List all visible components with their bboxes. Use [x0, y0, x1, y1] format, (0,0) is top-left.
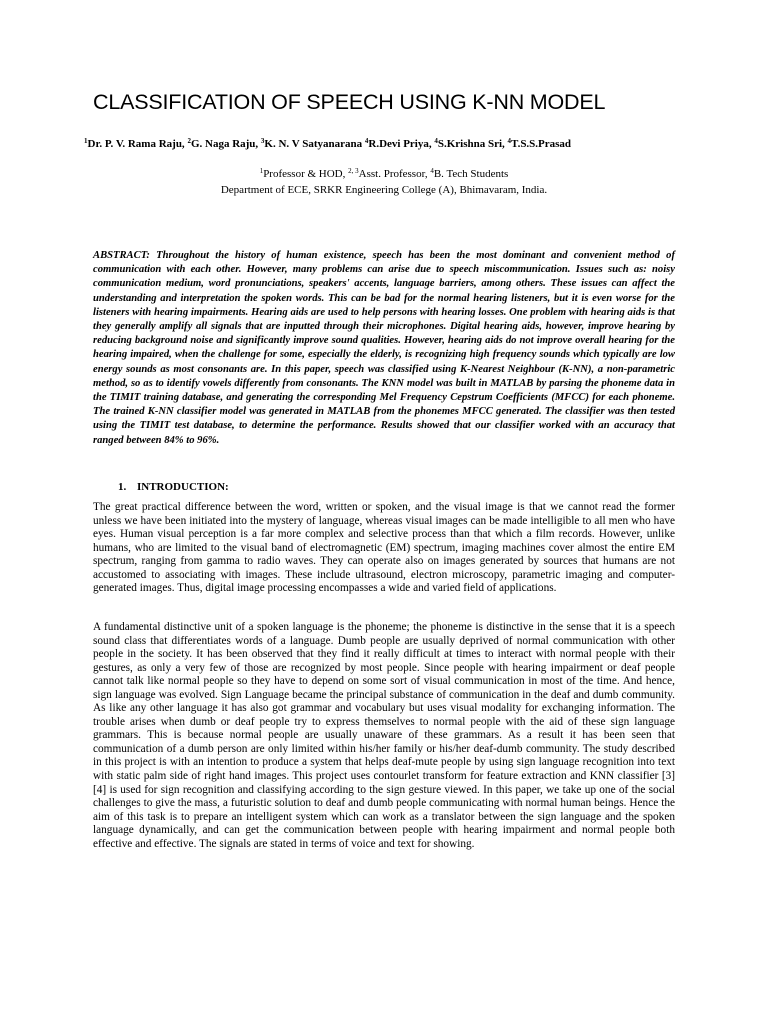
- author-name: S.Krishna Sri,: [437, 138, 508, 150]
- author: [508, 138, 572, 150]
- author-affiliation-marker: 2: [187, 137, 191, 145]
- author-affiliation-marker: 4: [434, 137, 438, 145]
- body-paragraph: A fundamental distinctive unit of a spoken language is the phoneme; the phoneme is distinctive in the sense that it is a speech sound class that differentiates words of a language. Dumb people are usually deprived of normal communication with other people in the society. It has been observed that they find it really difficult at times to interact with normal people with their gestures, as only a very few of those are recognized by most people. Since people with hearing impairment or deaf people cannot talk like normal people so they have to depend on some sort of visual communication in most of the time. And hence, sign language was evolved. Sign Language became the principal substance of communication in the deaf and dumb community. As like any other language it has also got grammar and vocabulary but uses visual modality for exchanging information. The trouble arises when dumb or deaf people try to express themselves to normal people with the aid of these sign language grammars. This is because normal people are usually unaware of these grammars. As a result it has been seen that communication of a dumb person are only limited within his/her family or his/her deaf-dumb community. The study described in this project is with an intention to produce a system that helps deaf-mute people by using sign language recognition into text with static palm side of right hand images. This project uses contourlet transform for feature extraction and KNN classifier [3][4] is used for sign recognition and classifying according to the sign gesture viewed. In this paper, we take up one of the social challenges to give the mass, a futuristic solution to deaf and dumb people communicating with normal human beings. Hence the aim of this task is to prepare an intelligent system which can work as a translator between the sign language and the spoken language dynamically, and can get the communication between people with hearing impairment and normal people both effective and effective. The signals are stated in terms of voice and text for showing.: [93, 621, 675, 850]
- section-number: 1.: [118, 481, 127, 493]
- author-affiliation-marker: 4: [507, 137, 512, 145]
- role-text: B. Tech Students: [433, 168, 509, 180]
- body-paragraph: The great practical difference between the word, written or spoken, and the visual image is that we cannot read the former unless we have been initiated into the mystery of language, whereas visual images can be made intelligible to all men who have eyes. Human visual perception is a far more complex and selective process than that which a film records. However, unlike humans, who are limited to the visual band of electromagnetic (EM) spectrum, imaging machines cover almost the entire EM spectrum, ranging from gamma to radio waves. They can operate also on images generated by sources that humans are not accustomed to associating with images. These include ultrasound, electron microscopy, parametric imaging and computer-generated images. Thus, digital image processing encompasses a wide and varied field of applications.: [93, 501, 675, 595]
- author-affiliation-marker: 4: [364, 137, 369, 145]
- author: [187, 138, 260, 150]
- author-name: T.S.S.Prasad: [511, 138, 572, 150]
- role-text: Asst. Professor,: [358, 168, 431, 180]
- author-name: K. N. V Satyanarana: [264, 138, 365, 150]
- author-name: Dr. P. V. Rama Raju,: [87, 138, 188, 150]
- author-name: R.Devi Priya,: [368, 138, 435, 150]
- role-marker: 2, 3: [348, 167, 359, 175]
- author-list: [84, 136, 694, 152]
- author: [365, 138, 434, 150]
- author-affiliation-marker: 3: [260, 137, 265, 145]
- abstract: ABSTRACT: Throughout the history of human existence, speech has been the most dominant and convenient method of communication with each other. However, many problems can arise due to speech miscommunication. Issues such as: noisy communication medium, word pronunciations, speakers' accents, language barriers, among others. These issues can affect the understanding and interpretation the spoken words. This can be bad for the normal hearing listeners, but it is even worse for the listeners with hearing impairments. Hearing aids are used to help persons with hearing losses. One problem with hearing aids is that they generally amplify all signals that are inputted through their microphones. Digital hearing aids, however, improve hearing by reducing background noise and significantly improve sound qualities. However, hearing aids do not improve overall hearing for the hearing impaired, when the challenge for some, especially the elderly, is recognizing high frequency sounds which typically are low energy sounds as most consonants are. In this paper, speech was classified using K-Nearest Neighbour (K-NN), a non-parametric method, so as to identify vowels differently from consonants. The KNN model was built in MATLAB by parsing the phoneme data in the TIMIT training database, and generating the corresponding Mel Frequency Cepstrum Coefficients (MFCC) for each phoneme. The trained K-NN classifier model was generated in MATLAB from the phonemes MFCC generated. The classifier was then tested using the TIMIT test database, to determine the performance. Results showed that our classifier worked with an accuracy that ranged between 84% to 96%.: [93, 250, 675, 446]
- role-marker: 4: [430, 167, 434, 175]
- institution: Department of ECE, SRKR Engineering College (A), Bhimavaram, India.: [220, 184, 548, 196]
- section-heading: [118, 479, 229, 495]
- author: [261, 138, 365, 150]
- section-title: INTRODUCTION:: [137, 481, 229, 493]
- author: [434, 138, 507, 150]
- author: [84, 138, 187, 150]
- role-marker: 1: [259, 167, 264, 175]
- author-affiliation-marker: 1: [84, 137, 88, 145]
- paper-title: CLASSIFICATION OF SPEECH USING K-NN MODEL: [93, 90, 606, 114]
- affiliations: [84, 166, 684, 198]
- author-name: G. Naga Raju,: [190, 138, 261, 150]
- author-roles: [84, 166, 684, 182]
- role-text: Professor & HOD,: [263, 168, 349, 180]
